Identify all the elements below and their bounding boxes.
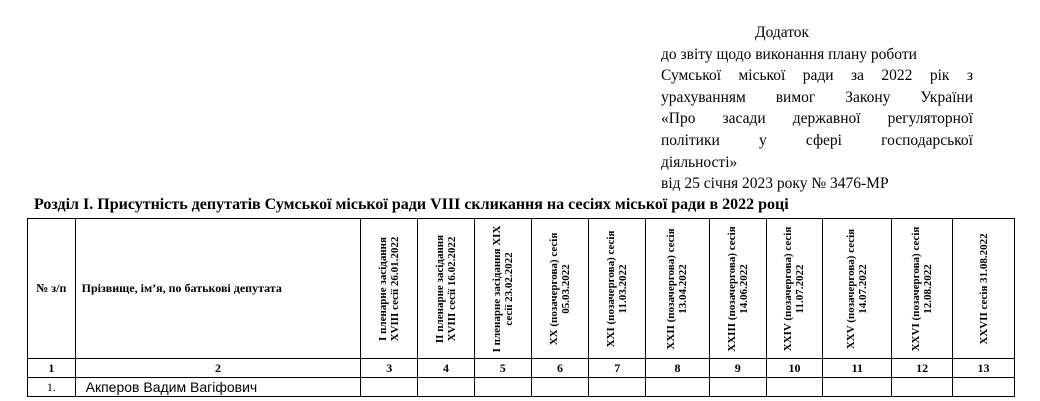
attendance-cell xyxy=(474,378,531,397)
addendum-title: Додаток xyxy=(755,24,810,41)
attendance-cell xyxy=(646,378,710,397)
attendance-cell xyxy=(589,378,646,397)
session-header-10 xyxy=(766,219,823,359)
attendance-cell xyxy=(709,378,766,397)
session-header-13 xyxy=(953,219,1015,359)
addendum-line-7: від 25 січня 2023 року № 3476-МР xyxy=(661,175,889,193)
addendum-line-1: до звіту щодо виконання плану роботи xyxy=(661,45,917,63)
section-title: Розділ І. Присутність депутатів Сумської міської ради VIII скликання на сесіях міської ради в 2022 році xyxy=(34,196,789,213)
row-number: 1. xyxy=(28,378,76,397)
session-label: XXIV (позачергова) сесія 11.07.2022 xyxy=(782,226,807,351)
session-label: XXII (позачергова) сесія 13.04.2022 xyxy=(665,227,690,350)
addendum-line-3: урахуванням вимог Закону України xyxy=(661,88,973,106)
attendance-cell xyxy=(418,378,475,397)
session-label: XXIII (позачергова) сесія 14.06.2022 xyxy=(725,225,750,352)
session-header-5 xyxy=(474,219,531,359)
col-name-header: Прізвище, ім’я, по батькові депутата xyxy=(75,219,361,359)
column-number: 13 xyxy=(953,359,1015,378)
column-number: 8 xyxy=(646,359,710,378)
session-header-11 xyxy=(823,219,892,359)
session-header-4 xyxy=(418,219,475,359)
column-number: 10 xyxy=(766,359,823,378)
column-number: 5 xyxy=(474,359,531,378)
session-header-3 xyxy=(361,219,418,359)
column-number: 11 xyxy=(823,359,892,378)
session-header-9 xyxy=(709,219,766,359)
addendum-line-5: політики у сфері господарської xyxy=(661,131,973,149)
attendance-table xyxy=(27,218,1015,397)
session-header-12 xyxy=(892,219,953,359)
attendance-cell xyxy=(361,378,418,397)
session-label: XXVI (позачергова) сесія 12.08.2022 xyxy=(910,226,935,351)
session-header-8 xyxy=(646,219,710,359)
attendance-cell xyxy=(953,378,1015,397)
header-row xyxy=(28,219,1015,359)
deputy-name: Акперов Вадим Вагіфович xyxy=(75,378,361,397)
column-number: 9 xyxy=(709,359,766,378)
addendum-block xyxy=(661,22,973,195)
addendum-line-6: діяльності» xyxy=(661,153,738,171)
session-header-7 xyxy=(589,219,646,359)
column-number: 7 xyxy=(589,359,646,378)
column-number-row xyxy=(28,359,1015,378)
column-number: 6 xyxy=(531,359,589,378)
session-label: ІІ пленарне засідання XVIII сесії 16.02.2022 xyxy=(433,234,458,343)
attendance-cell xyxy=(766,378,823,397)
session-header-6 xyxy=(531,219,589,359)
attendance-cell xyxy=(823,378,892,397)
table-row xyxy=(28,378,1015,397)
session-label: XX (позачергова) сесія 05.03.2022 xyxy=(547,232,572,345)
session-label: XXVII сесія 31.08.2022 xyxy=(977,232,990,345)
attendance-cell xyxy=(892,378,953,397)
column-number: 1 xyxy=(28,359,76,378)
session-label: XXI (позачергова) сесія 11.03.2022 xyxy=(605,230,630,347)
column-number: 2 xyxy=(75,359,361,378)
column-number: 12 xyxy=(892,359,953,378)
session-label: І пленарне засідання XIX сесії 23.02.2022 xyxy=(490,225,515,352)
column-number: 3 xyxy=(361,359,418,378)
attendance-cell xyxy=(531,378,589,397)
column-number: 4 xyxy=(418,359,475,378)
addendum-line-4: «Про засади державної регуляторної xyxy=(661,110,973,128)
session-label: І пленарне засідання XVIII сесії 26.01.2022 xyxy=(377,236,402,341)
session-label: XXV (позачергова) сесія 14.07.2022 xyxy=(845,228,870,349)
col-no-header: № з/п xyxy=(28,219,76,359)
addendum-line-2: Сумської міської ради за 2022 рік з xyxy=(661,67,973,85)
